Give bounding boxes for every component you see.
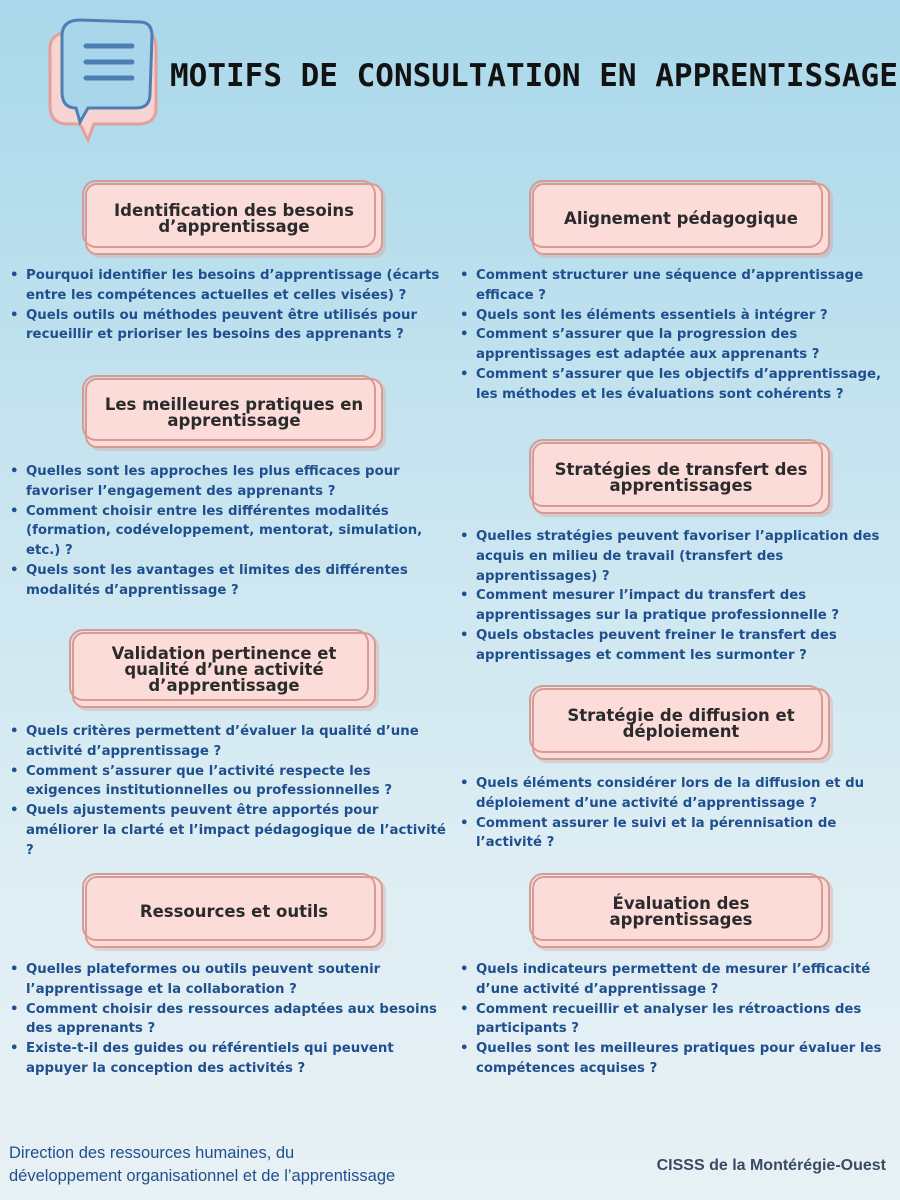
section-heading-label: Évaluation des apprentissages: [609, 894, 753, 929]
footer-department: [9, 1142, 395, 1188]
section-heading-label: Validation pertinence et qualité d’une activité d’apprentissage: [111, 644, 337, 695]
question-item: • Comment mesurer l’impact du transfert des apprentissages sur la pratique professionnelle ?: [460, 586, 892, 626]
section-heading-label: Les meilleures pratiques en apprentissage: [104, 395, 364, 430]
question-list-ressources: [10, 960, 448, 1079]
section-heading-label: Identification des besoins d’apprentissage: [114, 201, 354, 236]
question-list-validation: [10, 722, 448, 861]
speech-bubble-icon: [28, 12, 168, 152]
question-item: • Comment choisir entre les différentes modalités (formation, codéveloppement, mentorat, simulation, etc.) ?: [10, 502, 448, 561]
section-heading-label: Ressources et outils: [139, 902, 329, 921]
question-item: • Quels éléments considérer lors de la diffusion et du déploiement d’une activité d’apprentissage ?: [460, 774, 892, 814]
section-heading-identification: [85, 183, 383, 255]
footer-organization: CISSS de la Montérégie-Ouest: [656, 1157, 886, 1174]
footer-department-line: développement organisationnel et de l’apprentissage: [9, 1167, 396, 1185]
section-heading-meilleures-pratiques: [85, 378, 383, 448]
question-item: • Quelles plateformes ou outils peuvent soutenir l’apprentissage et la collaboration ?: [10, 960, 448, 1000]
section-heading-ressources: [85, 876, 383, 948]
question-item: • Comment s’assurer que la progression des apprentissages est adaptée aux apprenants ?: [460, 325, 892, 365]
question-item: • Quels outils ou méthodes peuvent être utilisés pour recueillir et prioriser les besoins des apprenants ?: [10, 306, 448, 346]
question-item: • Quels sont les avantages et limites des différentes modalités d’apprentissage ?: [10, 561, 448, 601]
section-heading-label: Alignement pédagogique: [564, 209, 798, 228]
question-item: • Existe-t-il des guides ou référentiels qui peuvent appuyer la conception des activités ?: [10, 1039, 448, 1079]
section-heading-evaluation: [532, 876, 830, 948]
question-item: • Comment s’assurer que l’activité respecte les exigences institutionnelles ou professionnelles ?: [10, 762, 448, 802]
question-list-evaluation: [460, 960, 892, 1079]
question-list-alignement: [460, 266, 892, 405]
question-item: • Comment recueillir et analyser les rétroactions des participants ?: [460, 1000, 892, 1040]
question-list-identification: [10, 266, 448, 345]
question-item: • Quelles stratégies peuvent favoriser l’application des acquis en milieu de travail (transfert des apprentissages) ?: [460, 527, 892, 586]
section-heading-alignement: [532, 183, 830, 255]
question-item: • Pourquoi identifier les besoins d’apprentissage (écarts entre les compétences actuelles et celles visées) ?: [10, 266, 448, 306]
question-list-diffusion: [460, 774, 892, 853]
question-item: • Quelles sont les approches les plus efficaces pour favoriser l’engagement des apprenants ?: [10, 462, 448, 502]
question-item: • Quels critères permettent d’évaluer la qualité d’une activité d’apprentissage ?: [10, 722, 448, 762]
section-heading-label: Stratégies de transfert des apprentissages: [554, 460, 808, 495]
footer-department-line: Direction des ressources humaines, du: [9, 1144, 295, 1162]
question-item: • Quels obstacles peuvent freiner le transfert des apprentissages et comment les surmonter ?: [460, 626, 892, 666]
section-heading-label: Stratégie de diffusion et déploiement: [567, 706, 795, 741]
question-item: • Quels ajustements peuvent être apportés pour améliorer la clarté et l’impact pédagogique de l’activité ?: [10, 801, 448, 860]
question-item: • Quels sont les éléments essentiels à intégrer ?: [460, 306, 892, 326]
question-item: • Quelles sont les meilleures pratiques pour évaluer les compétences acquises ?: [460, 1039, 892, 1079]
question-item: • Quels indicateurs permettent de mesurer l’efficacité d’une activité d’apprentissage ?: [460, 960, 892, 1000]
section-heading-validation: [72, 632, 376, 708]
section-heading-transfert: [532, 442, 830, 514]
question-list-meilleures-pratiques: [10, 462, 448, 601]
question-list-transfert: [460, 527, 892, 666]
question-item: • Comment structurer une séquence d’apprentissage efficace ?: [460, 266, 892, 306]
page-title: MOTIFS DE CONSULTATION EN APPRENTISSAGE: [170, 58, 898, 94]
section-heading-diffusion: [532, 688, 830, 760]
question-item: • Comment s’assurer que les objectifs d’apprentissage, les méthodes et les évaluations sont cohérents ?: [460, 365, 892, 405]
question-item: • Comment assurer le suivi et la pérennisation de l’activité ?: [460, 814, 892, 854]
question-item: • Comment choisir des ressources adaptées aux besoins des apprenants ?: [10, 1000, 448, 1040]
